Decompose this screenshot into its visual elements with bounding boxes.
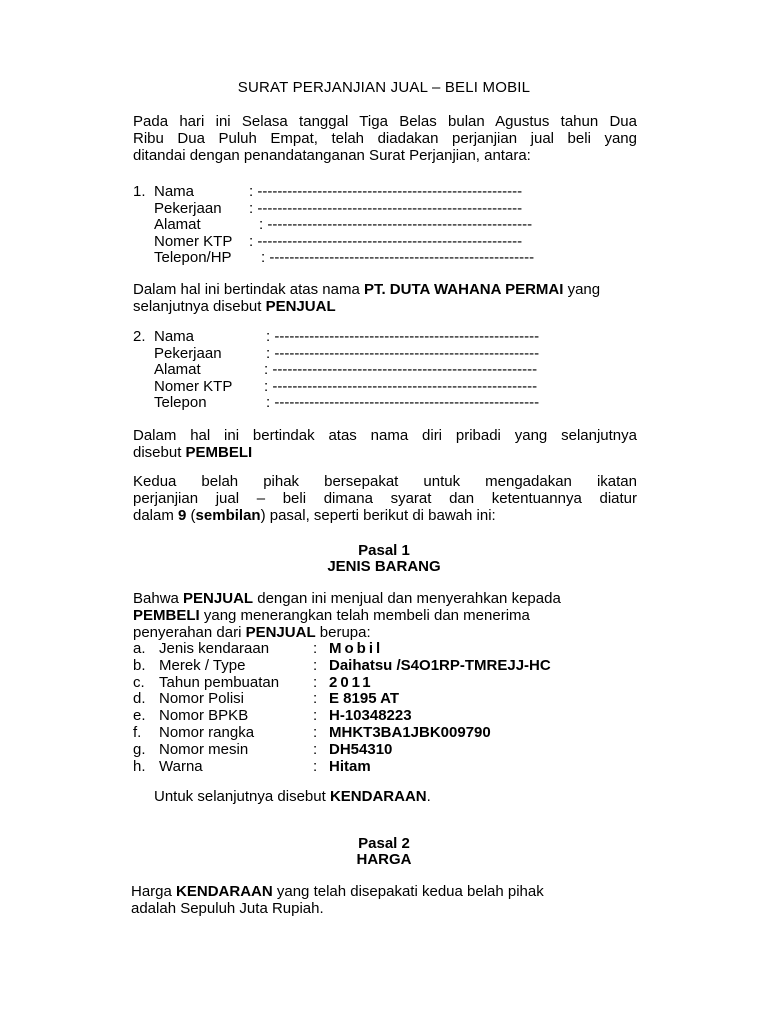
item-label: Jenis kendaraan [159,640,270,657]
document-title: SURAT PERJANJIAN JUAL – BELI MOBIL [237,79,531,96]
intro-paragraph [133,113,637,164]
kendaraan-note-line [154,788,658,805]
item-letter: f. [133,723,142,741]
pasal-text: penyerahan dari [133,624,246,641]
vehicle-item [133,691,653,708]
party-1-role-line-2 [133,298,637,315]
vehicle-item [133,742,653,759]
party-2-row-nama [133,328,563,345]
field-label: Alamat [154,361,201,379]
party-1-role [133,281,637,315]
agreement-line-3 [133,507,637,524]
field-label: Telepon/HP [154,249,232,267]
price-text: yang telah disepakati kedua belah pihak [272,883,544,900]
price-text: Harga [131,883,177,900]
vehicle-details-list [133,641,653,775]
item-value: MHKT3BA1JBK009790 [329,723,491,741]
item-value: E 8195 AT [329,690,400,708]
seller-label: PENJUAL [265,298,336,315]
vehicle-item [133,759,653,776]
seller-label: PENJUAL [183,590,254,607]
intro-line-2: Ribu Dua Puluh Empat, telah diadakan perjanjian jual beli yang [133,130,637,147]
party-1-row-ktp [133,233,563,250]
pasal-2-subheading: HARGA [356,851,412,868]
item-letter: b. [133,656,146,674]
party-1-row-nama [133,183,563,200]
vehicle-item [133,658,653,675]
vehicle-item [133,641,653,658]
party-2-row-telepon [133,394,563,411]
pasal-2-paragraph [131,883,635,917]
blank-line: : ----------------------------------------------------- [266,394,540,412]
item-letter: a. [133,640,146,657]
item-label: Nomor Polisi [159,690,245,708]
blank-line: : ----------------------------------------------------- [266,328,540,345]
agreement-text: dalam [133,507,179,524]
pasal-text: Bahwa [133,590,184,607]
pasal-1-paragraph [133,590,637,641]
item-label: Nomor rangka [159,723,255,741]
item-letter: c. [133,673,145,691]
item-colon: : [313,656,318,674]
item-colon: : [313,673,318,691]
note-text: Untuk selanjutnya disebut [154,788,330,805]
item-letter: g. [133,740,146,758]
blank-line: : ----------------------------------------------------- [249,232,523,250]
item-value: Mobil [329,640,384,657]
party-2-row-ktp [133,378,563,395]
vehicle-item [133,708,653,725]
intro-line-3: ditandai dengan penandatanganan Surat Perjanjian, antara: [133,147,531,164]
pasal-1-line-1 [133,590,637,607]
item-letter: e. [133,707,146,725]
buyer-label: PEMBELI [133,607,200,624]
agreement-text: ( [186,507,196,524]
item-value: DH54310 [329,740,393,758]
blank-line: : ----------------------------------------------------- [264,377,538,395]
item-value: Hitam [329,757,371,775]
vehicle-item [133,675,653,692]
party-2-role-line-2 [133,444,637,461]
pasal-1-heading: Pasal 1 [358,542,410,559]
company-name: PT. DUTA WAHANA PERMAI [363,281,564,298]
agreement-text: ) pasal, seperti berikut di bawah ini: [260,507,496,524]
field-label: Nomer KTP [154,232,233,250]
field-label: Alamat [154,216,201,234]
item-colon: : [313,690,318,708]
item-label: Merek / Type [159,656,246,674]
item-colon: : [313,707,318,725]
item-value: 2011 [329,673,374,691]
party-1-row-telepon [133,249,563,266]
kendaraan-note [154,788,658,805]
item-value: Daihatsu /S4O1RP-TMREJJ-HC [329,656,551,674]
field-label: Telepon [154,394,207,412]
note-text: . [426,788,431,805]
item-label: Nomor BPKB [159,707,249,725]
field-label: Nama [154,328,195,345]
party-2-fields [133,328,563,411]
field-label: Nama [154,183,195,200]
pasal-text: yang menerangkan telah membeli dan menerima [199,607,530,624]
vehicle-term: KENDARAAN [329,788,427,805]
field-label: Pekerjaan [154,344,222,362]
party-2-number: 2. [133,328,146,345]
pasal-1-line-3 [133,624,637,641]
party-2-row-alamat [133,361,563,378]
role-text: selanjutnya disebut [133,298,266,315]
role-text: Dalam hal ini bertindak atas nama [133,281,364,298]
pasal-2-line-1 [131,883,635,900]
agreement-line-1: Kedua belah pihak bersepakat untuk mengadakan ikatan [133,473,637,490]
party-1-role-line-1 [133,281,637,298]
item-value: H-10348223 [329,707,412,725]
vehicle-term: KENDARAAN [176,883,273,900]
pasal-text: berupa: [315,624,371,641]
agreement-line-2: perjanjian jual – beli dimana syarat dan ketentuannya diatur [133,490,637,507]
role-text: yang [563,281,601,298]
party-1-row-pekerjaan [133,200,563,217]
item-label: Nomor mesin [159,740,249,758]
blank-line: : ----------------------------------------------------- [264,361,538,379]
party-1-fields [133,183,563,266]
party-2-row-pekerjaan [133,345,563,362]
field-label: Pekerjaan [154,199,222,217]
field-label: Nomer KTP [154,377,233,395]
blank-line: : ----------------------------------------------------- [249,183,523,200]
item-colon: : [313,640,318,657]
seller-label: PENJUAL [245,624,316,641]
party-1-row-alamat [133,216,563,233]
blank-line: : ----------------------------------------------------- [259,216,533,234]
pasal-2-heading: Pasal 2 [358,835,410,852]
pasal-2-line-2: adalah Sepuluh Juta Rupiah. [131,900,324,917]
role-text: disebut [133,444,186,461]
item-letter: h. [133,757,146,775]
party-2-role [133,427,637,461]
blank-line: : ----------------------------------------------------- [261,249,535,267]
item-letter: d. [133,690,146,708]
pasal-count-word: sembilan [195,507,261,524]
agreement-paragraph [133,473,637,524]
pasal-count: 9 [178,507,187,524]
vehicle-item [133,725,653,742]
pasal-1-subheading: JENIS BARANG [327,558,441,575]
pasal-text: dengan ini menjual dan menyerahkan kepada [253,590,561,607]
buyer-label: PEMBELI [185,444,253,461]
item-label: Tahun pembuatan [159,673,280,691]
item-colon: : [313,740,318,758]
party-2-role-line-1: Dalam hal ini bertindak atas nama diri pribadi yang selanjutnya [133,427,637,444]
intro-line-1: Pada hari ini Selasa tanggal Tiga Belas bulan Agustus tahun Dua [133,113,637,130]
blank-line: : ----------------------------------------------------- [249,199,523,217]
item-label: Warna [159,757,203,775]
item-colon: : [313,723,318,741]
party-1-number: 1. [133,183,146,200]
item-colon: : [313,757,318,775]
pasal-1-line-2 [133,607,637,624]
blank-line: : ----------------------------------------------------- [266,344,540,362]
